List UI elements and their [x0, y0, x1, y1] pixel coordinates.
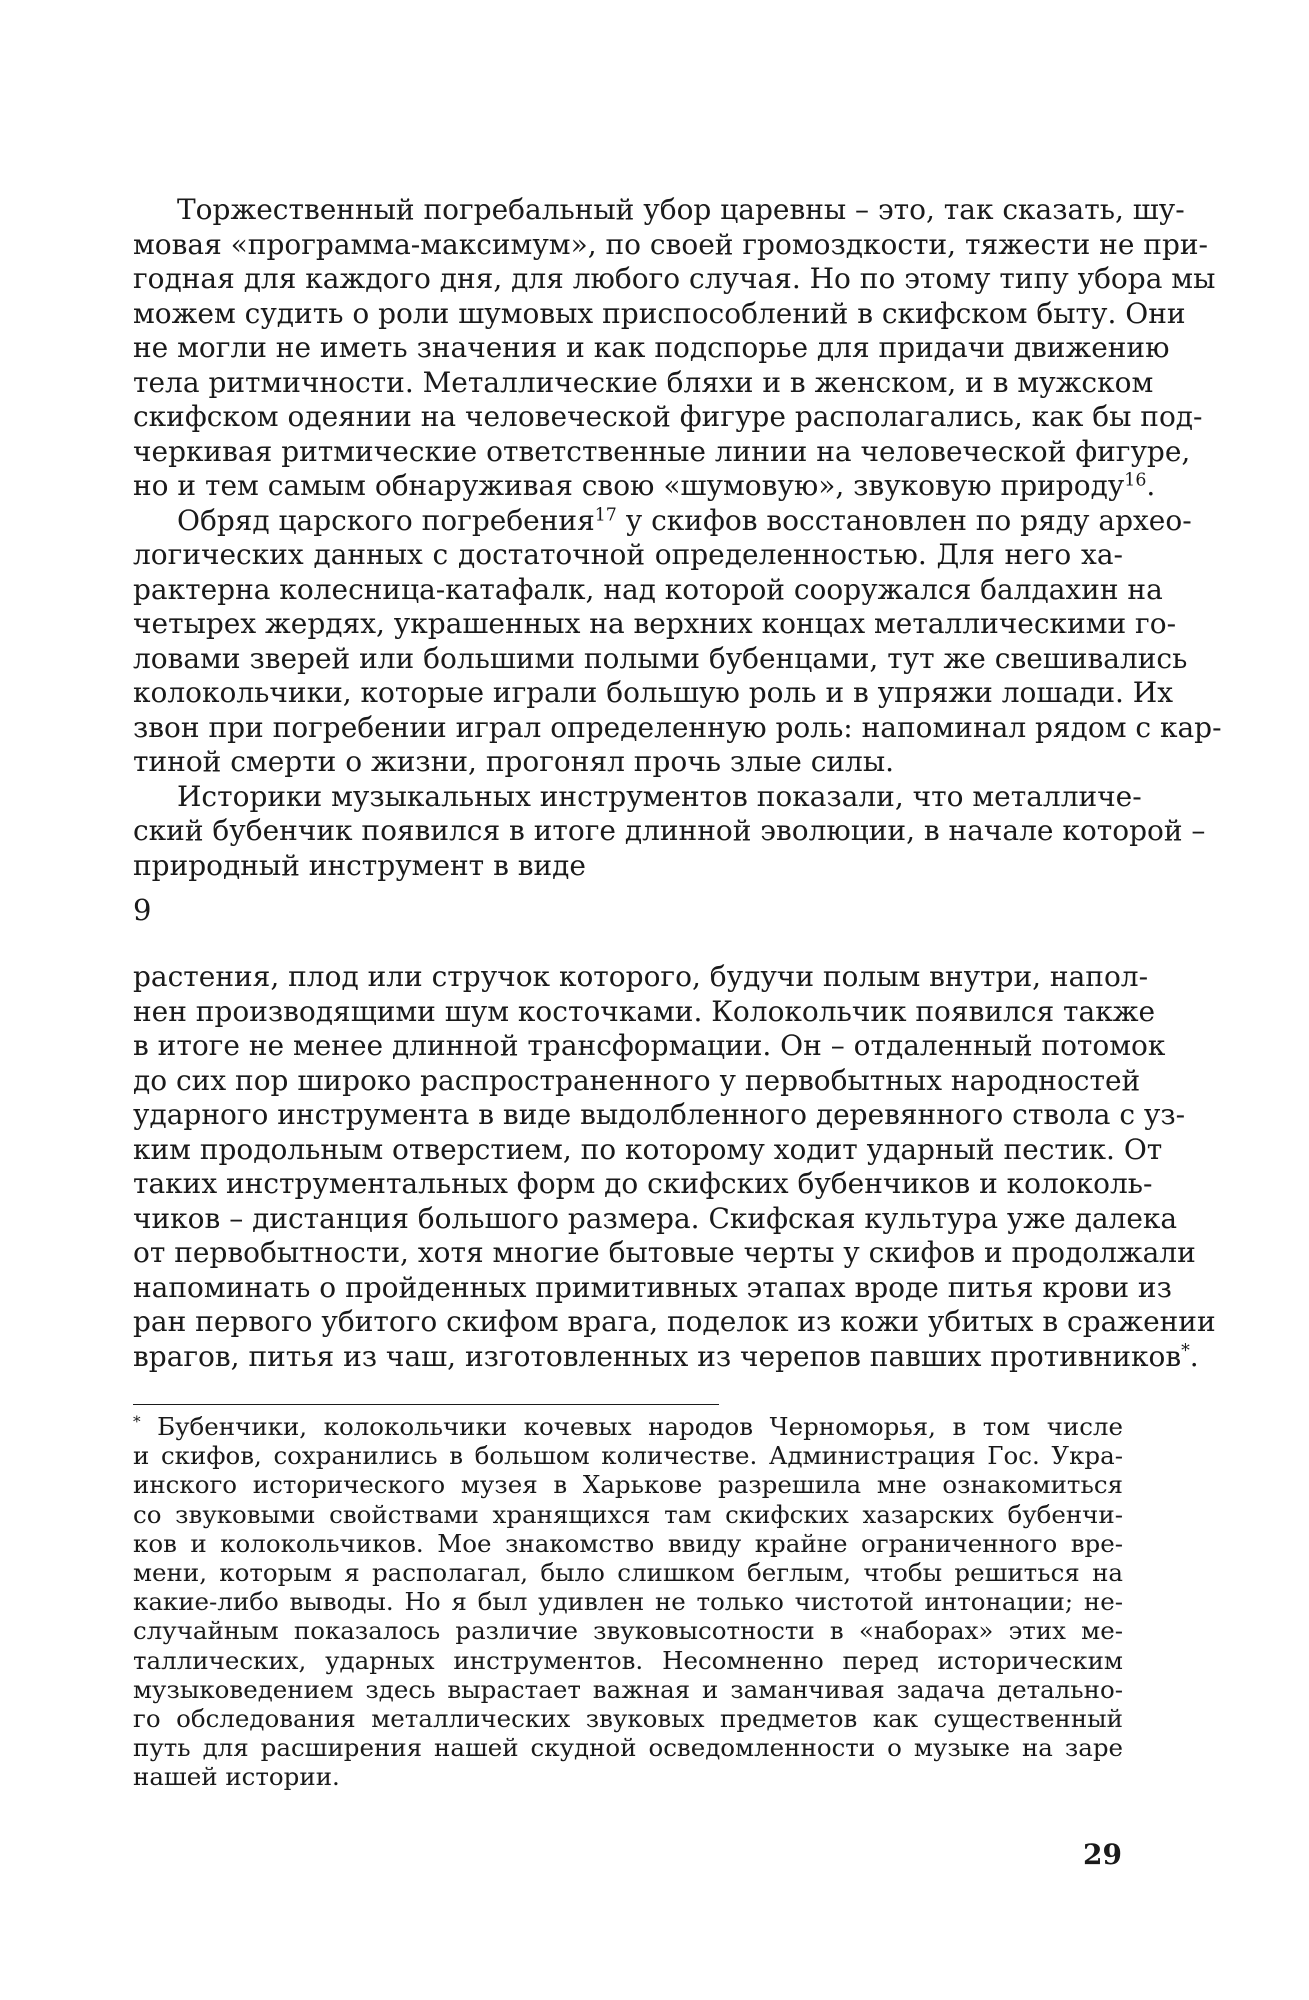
text-line: ран первого убитого скифом врага, поделок из кожи убитых в сражении	[133, 1305, 1216, 1338]
text-line: рактерна колесница-катафалк, над которой сооружался балдахин на	[133, 572, 1163, 606]
text-line	[133, 1412, 1123, 1441]
text-line: путь для расширения нашей скудной осведомленности о музыке на заре	[133, 1733, 1123, 1763]
text-line: ский бубенчик появился в итоге длинной эволюции, в начале которой –	[133, 814, 1206, 847]
text-line: нен производящими шум косточками. Колокольчик появился также	[133, 994, 1156, 1028]
text-line: таких инструментальных форм до скифских бубенчиков и колоколь-	[133, 1167, 1153, 1200]
text-line: го обследования металлических звуковых предметов как существенный	[133, 1704, 1123, 1734]
text-line	[133, 1339, 1199, 1375]
text-line: таллических, ударных инструментов. Несомненно перед историческим	[133, 1645, 1123, 1675]
text-segment: врагов, питья из чаш, изготовленных из черепов павших противников	[133, 1339, 1182, 1373]
text-line: случайным показалось различие звуковысотности в «наборах» этих ме-	[133, 1616, 1123, 1646]
text-line: ков и колокольчиков. Мое знакомство ввиду крайне ограниченного вре-	[133, 1528, 1123, 1558]
text-segment: у скифов восстановлен по ряду архео-	[616, 503, 1192, 537]
footnote-ref-17: 17	[594, 504, 617, 525]
text-segment: .	[1146, 469, 1156, 502]
text-line: Торжественный погребальный убор царевны – это, так сказать, шу-	[177, 193, 1185, 226]
text-line: можем судить о роли шумовых приспособлений в скифском быту. Они	[133, 296, 1186, 330]
text-line: черкивая ритмические ответственные линии на человеческой фигуре,	[133, 434, 1191, 468]
text-line: до сих пор широко распространенного у первобытных народностей	[133, 1063, 1141, 1097]
text-line: и скифов, сохранились в большом количестве. Администрация Гос. Укра-	[133, 1441, 1123, 1471]
text-line: колокольчики, которые играли большую роль и в упряжи лошади. Их	[133, 676, 1174, 709]
text-line: природный инструмент в виде	[133, 848, 586, 882]
text-line: растения, плод или стручок которого, будучи полым внутри, напол-	[133, 960, 1149, 993]
text-segment: .	[1189, 1339, 1199, 1373]
text-line: мени, которым я располагал, было слишком беглым, чтобы решиться на	[133, 1558, 1123, 1588]
text-segment: но и тем самым обнаруживая свою «шумовую», звуковую природу	[133, 469, 1125, 502]
text-line	[133, 469, 1156, 504]
text-line: музыковедением здесь вырастает важная и заманчивая задача детально-	[133, 1674, 1123, 1704]
text-line: четырех жердях, украшенных на верхних концах металлическими го-	[133, 607, 1177, 640]
text-line: от первобытности, хотя многие бытовые черты у скифов и продолжали	[133, 1236, 1196, 1269]
footnote-ref-star: *	[1181, 1340, 1190, 1361]
text-line: звон при погребении играл определенную роль: напоминал рядом с кар-	[133, 710, 1222, 744]
inline-page-marker: 9	[133, 893, 152, 927]
text-line: Историки музыкальных инструментов показали, что металличе-	[177, 779, 1142, 813]
text-line: скифском одеянии на человеческой фигуре располагались, как бы под-	[133, 400, 1203, 433]
text-line: ловами зверей или большими полыми бубенцами, тут же свешивались	[133, 641, 1188, 675]
page-number: 29	[1083, 1838, 1122, 1871]
text-segment: Обряд царского погребения	[177, 503, 595, 537]
text-segment: Бубенчики, колокольчики кочевых народов Черноморья, в том числе	[140, 1412, 1123, 1441]
text-line: мовая «программа-максимум», по своей громоздкости, тяжести не при-	[133, 227, 1209, 261]
text-line: инского исторического музея в Харькове разрешила мне ознакомиться	[133, 1470, 1123, 1500]
footnote-divider	[133, 1404, 719, 1405]
text-line: нашей истории.	[133, 1762, 340, 1792]
text-line: тела ритмичности. Металлические бляхи и в женском, и в мужском	[133, 365, 1154, 399]
footnote	[133, 1412, 1123, 1792]
text-line: напоминать о пройденных примитивных этапах вроде питья крови из	[133, 1270, 1172, 1304]
main-text-lower	[133, 960, 1216, 1374]
text-line: тиной смерти о жизни, прогонял прочь злые силы.	[133, 745, 895, 778]
text-line: какие-либо выводы. Но я был удивлен не только чистотой интонации; не-	[133, 1587, 1123, 1617]
text-line: ударного инструмента в виде выдолбленного деревянного ствола с уз-	[133, 1098, 1186, 1131]
main-text-upper	[133, 193, 1222, 883]
text-line: со звуковыми свойствами хранящихся там скифских хазарских бубенчи-	[133, 1499, 1123, 1529]
text-line: не могли не иметь значения и как подспорье для придачи движению	[133, 331, 1170, 364]
footnote-ref-16: 16	[1124, 470, 1147, 491]
text-line: ким продольным отверстием, по которому ходит ударный пестик. От	[133, 1132, 1163, 1166]
text-line: чиков – дистанция большого размера. Скифская культура уже далека	[133, 1201, 1178, 1235]
text-line: в итоге не менее длинной трансформации. Он – отдаленный потомок	[133, 1029, 1166, 1062]
text-line	[133, 503, 1192, 539]
text-line: годная для каждого дня, для любого случая. Но по этому типу убора мы	[133, 262, 1216, 295]
footnote-mark: *	[133, 1412, 141, 1431]
text-line: логических данных с достаточной определенностью. Для него ха-	[133, 538, 1123, 571]
